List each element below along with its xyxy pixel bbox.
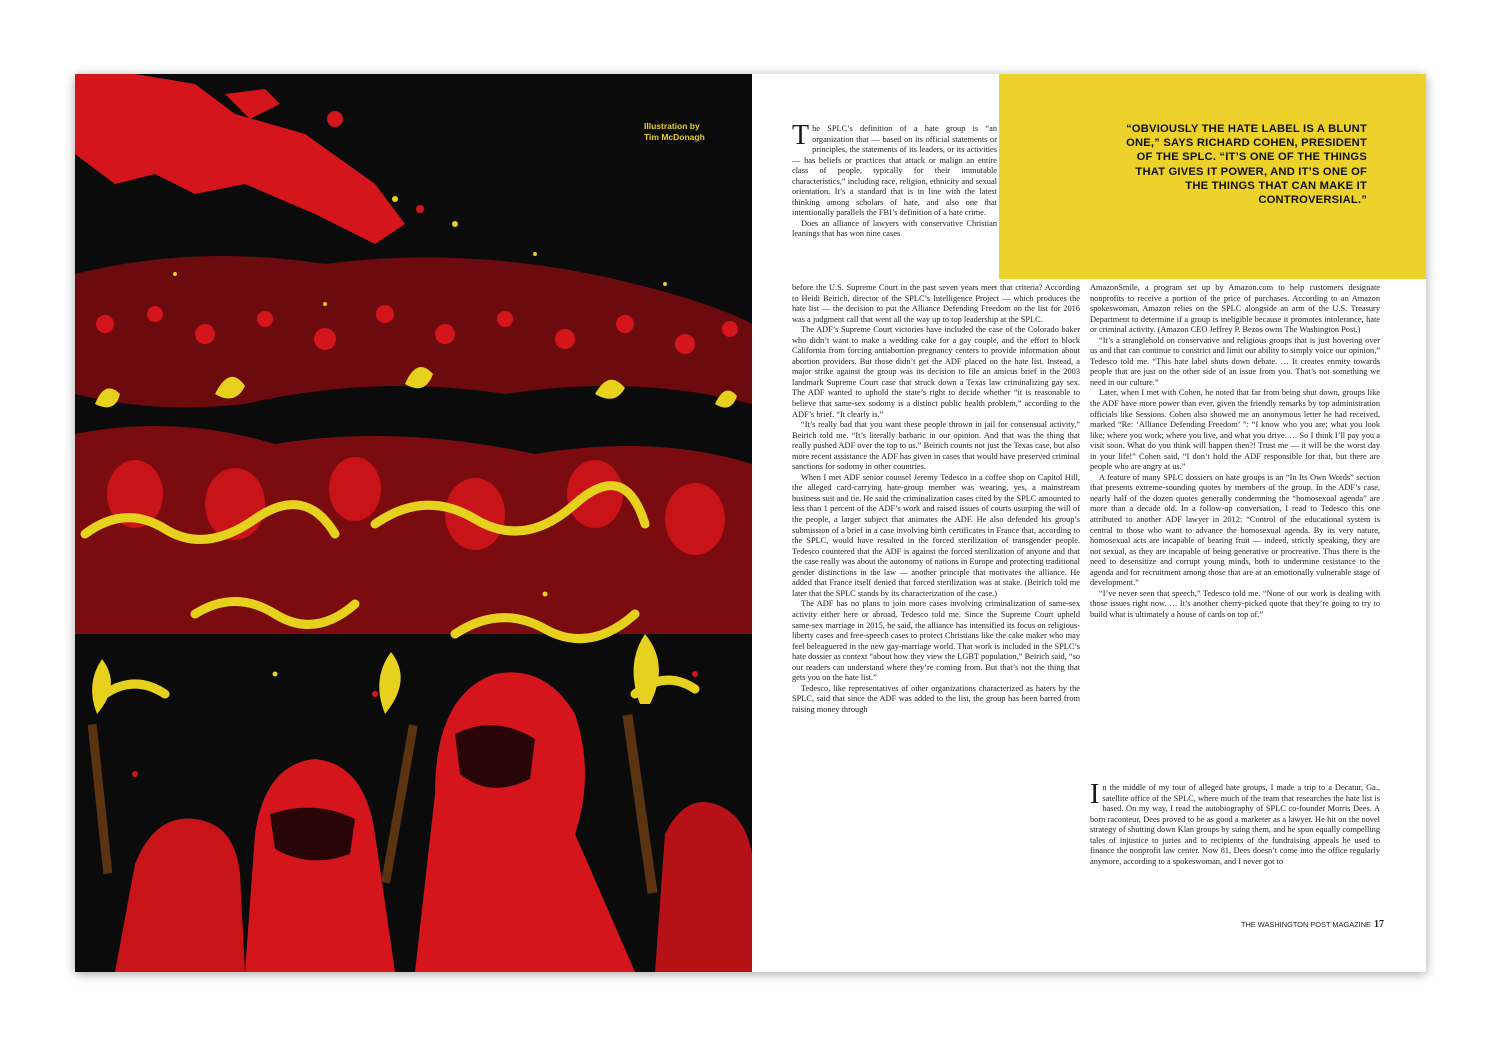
article-paragraph: before the U.S. Supreme Court in the past seven years meet that criteria? According to Heidi Beirich, director of the SPLC’s Intelligence Project — which produces the hate list — the decision to put the Alliance Defending Freedom on the list for 2016 was a judgment call that went all the way up to top leadership at the SPLC. [792,283,1080,324]
page-footer [1234,919,1384,930]
section-text: n the middle of my tour of alleged hate groups, I made a trip to a Decatur, Ga., satellite office of the SPLC, where much of the team that researches the hate list is based. On my way, I read the autobiography of SPLC co-founder Morris Dees. A born raconteur, Dees proved to be as good a marketer as a lawyer. He hit on the novel strategy of shutting down Klan groups by suing them, and he spun equally compelling tales of injustice to juries and to recipients of the fundraising appeals he used to finance the nonprofit law center. Now 81, Dees doesn’t come into the office regularly anymore, according to a spokeswoman, and I never got to [1090,783,1380,866]
article-paragraph: “It’s really bad that you want these people thrown in jail for consensual activity,” Beirich told me. “It’s literally barbaric in our opinion. And that was the thing that really pushed ADF over the top to us.” Beirich counts not just the Texas case, but also more recent assistance the ADF has given in cases that would have preserved criminal sanctions for sodomy in other countries. [792,420,1080,472]
article-column-2-section [1090,779,1380,867]
dropcap: I [1090,779,1100,810]
article-paragraph: “I’ve never seen that speech,” Tedesco told me. “None of our work is dealing with those issues right now. … It’s another cherry-picked quote that they’re going to try to build what is ultimately a house of cards on top of.” [1090,588,1380,619]
article-paragraph: “It’s a stranglehold on conservative and religious groups that is just hovering over us and that can continue to constrict and limit our ability to simply voice our opinion,” Tedesco told me. “This hate label shuts down debate. … It creates enmity towards people that are just on the other side of an issue from you. That’s not something we need in our culture.” [1090,335,1380,387]
article-paragraph: The ADF’s Supreme Court victories have included the case of the Colorado baker who didn’t want to make a wedding cake for a gay couple, and the effort to block California from forcing antiabortion pregnancy centers to provide information about abortion providers. But those didn’t get the ADF placed on the hate list. Instead, a major strike against the group was its decision to file an amicus brief in the 2003 landmark Supreme Court case that struck down a Texas law criminalizing gay sex. The ADF wanted to uphold the state’s right to decide whether “it is reasonable to believe that same-sex sodomy is a distinct public health problem,” according to the ADF’s brief. “It clearly is.” [792,325,1080,419]
credit-label: Illustration by [644,121,700,131]
dropcap: T [792,120,810,151]
article-column-1 [792,283,1080,715]
article-paragraph: A feature of many SPLC dossiers on hate groups is an “In Its Own Words” section that presents extreme-sounding quotes by members of the group. In the ADF’s case, nearly half of the dozen quotes generally condemning the “homosexual agenda” are more than a decade old. In a follow-up conversation, I read to Tedesco this one attributed to another ADF lawyer in 2012: “Control of the educational system is central to those who want to advance the homosexual agenda. By its very nature, homosexual acts are incapable of bearing fruit — indeed, strictly speaking, they are not sexual, as they are incapable of being generative or procreative. Thus there is the need to desensitize and corrupt young minds, both to undermine resistance to the agenda and for recruitment among those that are at an emotionally vulnerable stage of development.” [1090,472,1380,588]
article-paragraph: Does an alliance of lawyers with conservative Christian leanings that has won nine cases [792,218,997,239]
article-column-1-top [792,120,997,240]
article-page [752,74,1426,972]
pullquote-text: “OBVIOUSLY THE HATE LABEL IS A BLUNT ONE,” SAYS RICHARD COHEN, PRESIDENT OF THE SPLC. “IT’S ONE OF THE THINGS THAT GIVES IT POWER, AND IT’S ONE OF THE THINGS THAT CAN MAKE IT CONTROVERSIAL.” [1126,123,1367,207]
article-paragraph: When I met ADF senior counsel Jeremy Tedesco in a coffee shop on Capitol Hill, the alleged card-carrying hate-group member was wearing, yes, a mainstream business suit and tie. He said the criminalization cases cited by the SPLC amounted to less than 1 percent of the ADF’s work and raised issues of courts usurping the will of the people, a larger subject that animates the ADF. He also defended his group’s submission of a brief in a case involving birth certificates in France that, according to the SPLC, would have resulted in the forced sterilization of transgender people. Tedesco countered that the ADF is against the forced sterilization of anyone and that the case really was about the autonomy of nations in Europe and protecting traditional gender distinctions in the law — another principle that motivates the alliance. He added that France itself denied that forced sterilization was at stake. (Beirich told me later that the SPLC stands by its characterization of the case.) [792,472,1080,598]
article-paragraph: Tedesco, like representatives of other organizations characterized as haters by the SPLC, said that since the ADF was added to the list, the group has been barred from raising money through [792,683,1080,714]
credit-artist: Tim McDonagh [644,132,705,142]
article-paragraph: Later, when I met with Cohen, he noted that far from being shut down, groups like the ADF have more power than ever, given the friendly remarks by top administration officials like Sessions. Cohen also showed me an anonymous letter he had received, marked “Re: ‘Alliance Defending Freedom’ ”: “I know who you are; what you look like; where you work; where you live, and what you drive. … So I think I’ll pay you a visit soon. What do you think will happen then?! Trust me — it will be the worst day in your life!” Cohen said, “I don’t hold the ADF responsible for that, but there are people who are angry at us.” [1090,388,1380,472]
page-number: 17 [1374,919,1384,930]
illustration-credit [644,121,744,143]
intro-text: he SPLC’s definition of a hate group is “an organization that — based on its official statements or principles, the statements of its leaders, or its activities — has beliefs or practices that attack or malign an entire class of people, typically for their immutable characteristics,” including race, religion, ethnicity and sexual orientation. It’s a standard that is in line with the latest thinking among scholars of hate, and also one that intentionally parallels the FBI’s definition of a hate crime. [792,124,997,218]
illustration-page [75,74,752,972]
article-intro-paragraph [792,120,997,219]
article-paragraph: AmazonSmile, a program set up by Amazon.com to help customers designate nonprofits to receive a portion of the price of purchases. According to an Amazon spokeswoman, Amazon relies on the SPLC alongside an arm of the U.S. Treasury Department to determine if a group is ineligible because it promotes intolerance, hate or criminal activity. (Amazon CEO Jeffrey P. Bezos owns The Washington Post.) [1090,283,1380,335]
publication-name: THE WASHINGTON POST MAGAZINE [1240,920,1371,929]
article-paragraph: The ADF has no plans to join more cases involving criminalization of same-sex activity either here or abroad, Tedesco told me. Since the Supreme Court upheld same-sex marriage in 2015, he said, the alliance has intensified its focus on religious-liberty cases and free-speech cases to protect Christians like the cake maker who may feel beleaguered in the new gay-marriage world. That work is included in the SPLC’s hate dossier as context “about how they view the LGBT population,” Beirich said, “so our readers can understand where they’re coming from. But that’s not the thing that gets you on the hate list.” [792,599,1080,683]
article-section-paragraph [1090,779,1380,867]
torch-rally-illustration [75,74,752,972]
magazine-spread [75,74,1426,972]
article-column-2 [1090,283,1380,621]
